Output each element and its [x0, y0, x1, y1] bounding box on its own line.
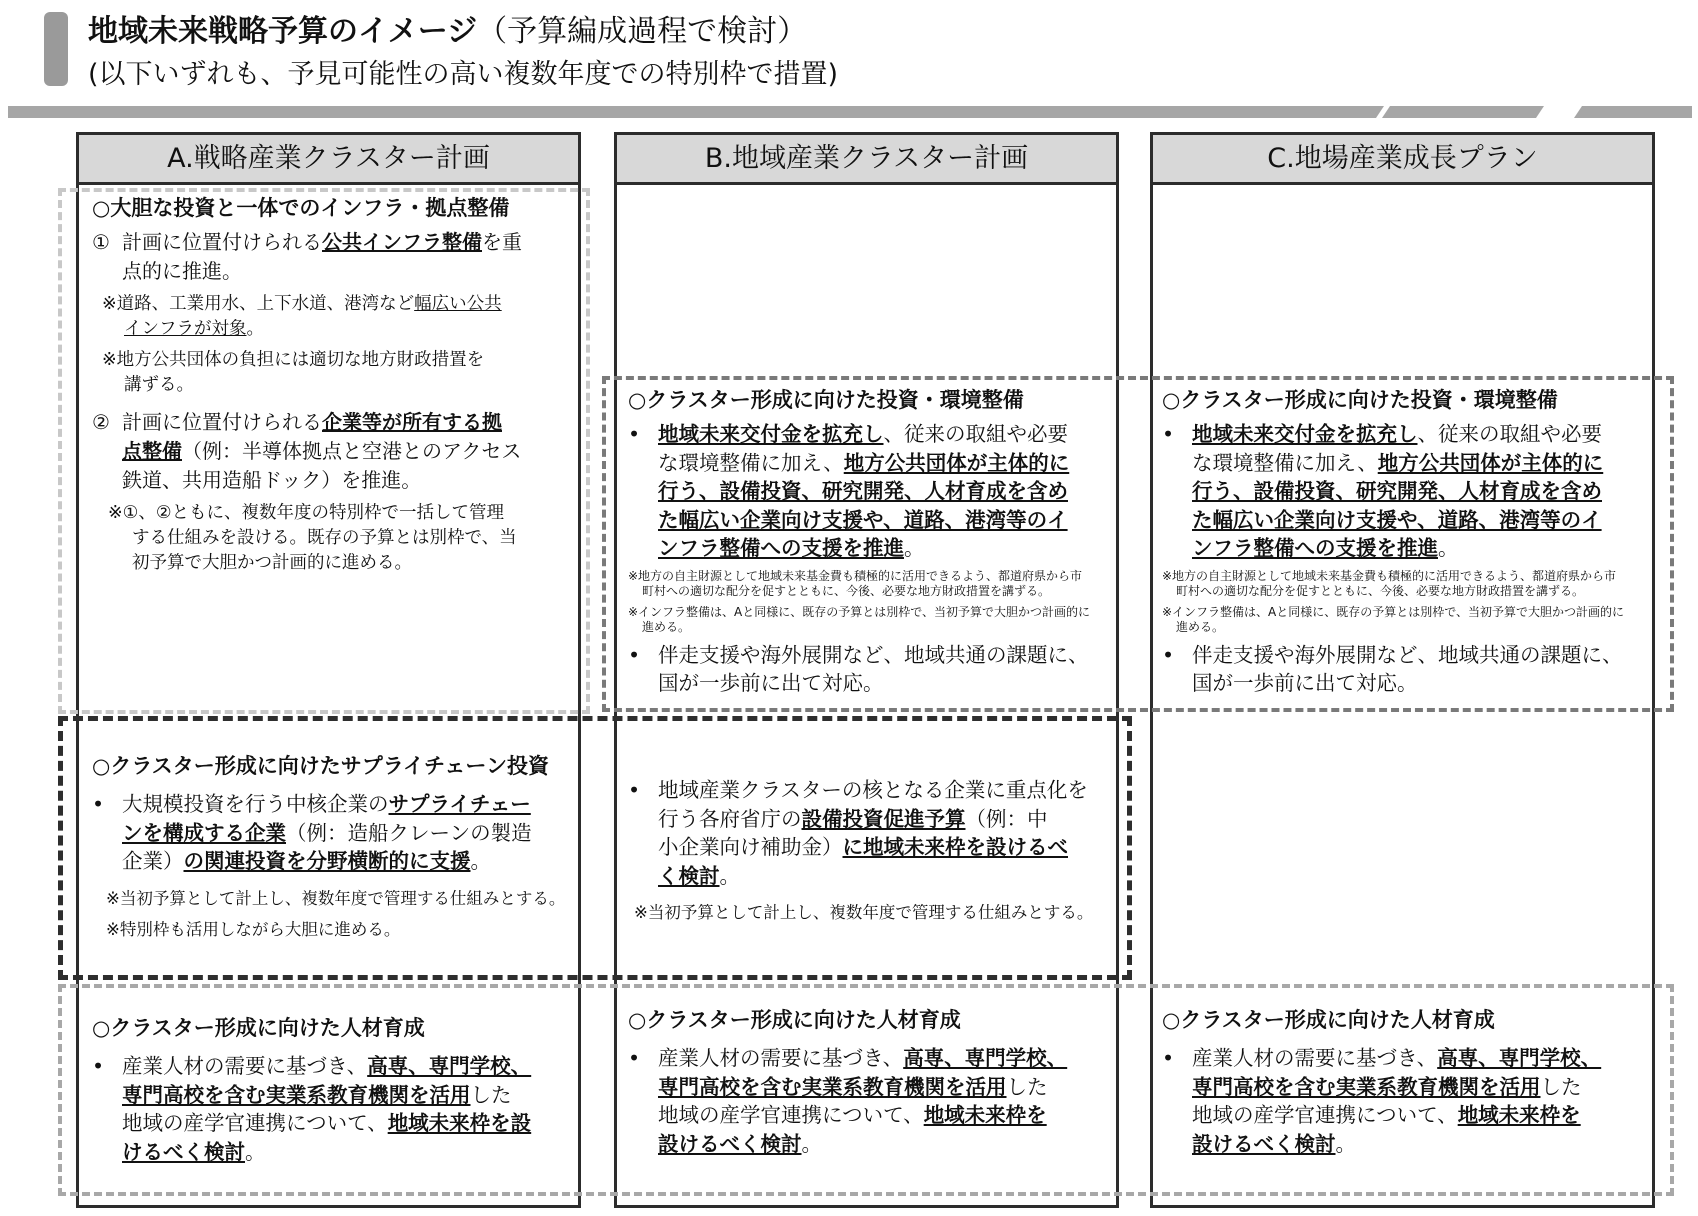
column-c-heading: C.地場産業成長プラン [1153, 135, 1652, 185]
a-supply-chain-section: ○クラスター形成に向けたサプライチェーン投資 • 大規模投資を行う中核企業のサプライチェー ンを構成する企業（例：造船クレーンの製造 企業）の関連投資を分野横断的に支援。 ※当初予算として計上し、複数年度で管理する仕組みとする。 ※特別枠も活用しながら大胆に進める。 [92, 750, 572, 942]
list-item: • 産業人材の需要に基づき、高専、専門学校、 [628, 1046, 1068, 1070]
section-title: ○クラスター形成に向けた投資・環境整備 [1162, 388, 1558, 412]
header-divider-bar [8, 106, 1692, 118]
list-item: • 大規模投資を行う中核企業のサプライチェー [92, 792, 531, 816]
title-marker [44, 12, 68, 86]
column-b-heading: B.地域産業クラスター計画 [617, 135, 1116, 185]
a-infra-section: ○大胆な投資と一体でのインフラ・拠点整備 ① 計画に位置付けられる公共インフラ整備を重 点的に推進。 ※道路、工業用水、上下水道、港湾など幅広い公共 インフラが対象。 ※地方公共団体の負担には適切な地方財政措置を 講ずる。 ② 計画に位置付けられる企業等が所有する拠 点整備（例：半導体拠点と空港とのアクセス 鉄道、共用造船ドック）を推進。 ※①、②ともに、複数年度の特別枠で一括して管理 する仕組みを設ける。既存の予算とは別枠で、当 初予算で大胆かつ計画的に進める。 [92, 192, 572, 576]
note: ※インフラ整備は、Aと同様に、既存の予算とは別枠で、当初予算で大胆かつ計画的に [628, 604, 1091, 619]
page-subtitle: (以下いずれも、予見可能性の高い複数年度での特別枠で措置) [88, 59, 839, 90]
section-title: ○クラスター形成に向けた投資・環境整備 [628, 388, 1024, 412]
list-item: • 地域未来交付金を拡充し、従来の取組や必要 [628, 422, 1068, 446]
note: ※地方の自主財源として地域未来基金費も積極的に活用できるよう、都道府県から市 [1162, 568, 1617, 583]
note: ※インフラ整備は、Aと同様に、既存の予算とは別枠で、当初予算で大胆かつ計画的に [1162, 604, 1625, 619]
note: ※当初予算として計上し、複数年度で管理する仕組みとする。 [634, 903, 1094, 922]
section-title: ○クラスター形成に向けた人材育成 [628, 1008, 961, 1032]
section-title: ○クラスター形成に向けた人材育成 [92, 1016, 425, 1040]
list-item: • 伴走支援や海外展開など、地域共通の課題に、 [628, 642, 1089, 667]
list-item: • 地域未来交付金を拡充し、従来の取組や必要 [1162, 422, 1602, 446]
note: ※①、②ともに、複数年度の特別枠で一括して管理 [108, 503, 505, 523]
section-title: ○クラスター形成に向けたサプライチェーン投資 [92, 754, 550, 778]
note: ※地方の自主財源として地域未来基金費も積極的に活用できるよう、都道府県から市 [628, 568, 1083, 583]
section-title: ○クラスター形成に向けた人材育成 [1162, 1008, 1495, 1032]
list-item: • 産業人材の需要に基づき、高専、専門学校、 [1162, 1046, 1602, 1070]
list-item: • 伴走支援や海外展開など、地域共通の課題に、 [1162, 642, 1623, 667]
b-hr-section: ○クラスター形成に向けた人材育成 • 産業人材の需要に基づき、高専、専門学校、 専門高校を含む実業系教育機関を活用した 地域の産学官連携について、地域未来枠を 設けるべく検討。 [628, 1004, 1118, 1158]
note: ※道路、工業用水、上下水道、港湾など幅広い公共 [102, 294, 502, 314]
a-hr-section: ○クラスター形成に向けた人材育成 • 産業人材の需要に基づき、高専、専門学校、 専門高校を含む実業系教育機関を活用した 地域の産学官連携について、地域未来枠を設 けるべく検討。 [92, 1012, 572, 1166]
b-supply-chain-section: • 地域産業クラスターの核となる企業に重点化を 行う各府省庁の設備投資促進予算（例：中 小企業向け補助金）に地域未来枠を設けるべ く検討。 ※当初予算として計上し、複数年度で管理する仕組みとする。 [628, 776, 1118, 925]
b-investment-section: ○クラスター形成に向けた投資・環境整備 • 地域未来交付金を拡充し、従来の取組や必要 な環境整備に加え、地方公共団体が主体的に 行う、設備投資、研究開発、人材育成を含め た幅広い企業向け支援や、道路、港湾等のイ ンフラ整備への支援を推進。 ※地方の自主財源として地域未来基金費も積極的に活用できるよう、都道府県から市 町村への適切な配分を促すとともに、今後、必要な地方財政措置を講ずる。 ※インフラ整備は、Aと同様に、既存の予算とは別枠で、当初予算で大胆かつ計画的に 進める。 • 伴走支援や海外展開など、地域共通の課題に、 国が一歩前に出て対応。 [628, 384, 1118, 698]
note: ※当初予算として計上し、複数年度で管理する仕組みとする。 [106, 888, 566, 908]
note: ※地方公共団体の負担には適切な地方財政措置を [102, 350, 485, 370]
list-item: ② 計画に位置付けられる企業等が所有する拠 [92, 410, 502, 434]
c-hr-section: ○クラスター形成に向けた人材育成 • 産業人材の需要に基づき、高専、専門学校、 専門高校を含む実業系教育機関を活用した 地域の産学官連携について、地域未来枠を 設けるべく検討。 [1162, 1004, 1658, 1158]
note: ※特別枠も活用しながら大胆に進める。 [106, 919, 401, 939]
list-item: • 地域産業クラスターの核となる企業に重点化を [628, 778, 1088, 802]
page-title: 地域未来戦略予算のイメージ（予算編成過程で検討） [88, 14, 808, 49]
column-a-heading: A.戦略産業クラスター計画 [79, 135, 578, 185]
section-title: ○大胆な投資と一体でのインフラ・拠点整備 [92, 196, 510, 220]
list-item: • 産業人材の需要に基づき、高専、専門学校、 [92, 1054, 532, 1078]
list-item: ① 計画に位置付けられる公共インフラ整備を重 [92, 230, 522, 254]
c-investment-section: ○クラスター形成に向けた投資・環境整備 • 地域未来交付金を拡充し、従来の取組や必要 な環境整備に加え、地方公共団体が主体的に 行う、設備投資、研究開発、人材育成を含め た幅広い企業向け支援や、道路、港湾等のイ ンフラ整備への支援を推進。 ※地方の自主財源として地域未来基金費も積極的に活用できるよう、都道府県から市 町村への適切な配分を促すとともに、今後、必要な地方財政措置を講ずる。 ※インフラ整備は、Aと同様に、既存の予算とは別枠で、当初予算で大胆かつ計画的に 進める。 • 伴走支援や海外展開など、地域共通の課題に、 国が一歩前に出て対応。 [1162, 384, 1658, 698]
